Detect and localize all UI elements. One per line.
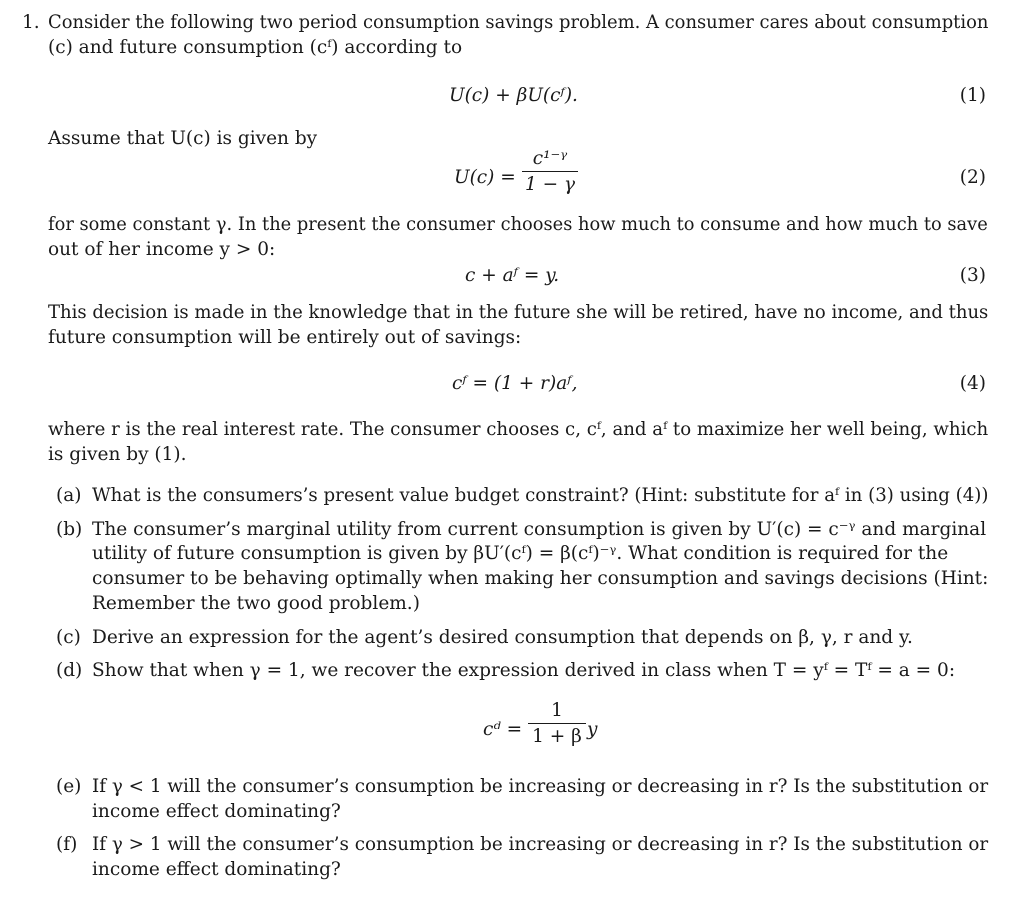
equation-d-numerator: 1 — [528, 700, 586, 724]
equation-d-rhs: y — [587, 719, 598, 740]
para4-line-1: where r is the real interest rate. The consumer chooses c, cᶠ, and aᶠ to maximize her well being, which — [48, 419, 989, 440]
equation-2-numerator: c¹⁻ᵞ — [522, 148, 578, 172]
equation-d-fraction — [528, 700, 586, 747]
para4-line-2: is given by (1). — [48, 444, 187, 465]
equation-2-fraction — [522, 148, 578, 195]
equation-d-denominator: 1 + β — [532, 726, 582, 747]
equation-4-number: (4) — [959, 373, 986, 394]
equation-2-lhs: U(c) = — [454, 167, 516, 188]
part-e-line-2: income effect dominating? — [92, 801, 341, 822]
part-d-label: (d) — [56, 660, 83, 681]
part-f-line-2: income effect dominating? — [92, 859, 341, 880]
part-f-label: (f) — [56, 834, 78, 855]
part-b-line-1: The consumer’s marginal utility from current consumption is given by U′(c) = c⁻ᵞ and marginal — [92, 519, 987, 540]
equation-3: c + aᶠ = y. — [465, 265, 560, 286]
assume-text: Assume that U(c) is given by — [48, 128, 318, 149]
part-c-label: (c) — [56, 627, 81, 648]
part-b-line-3: consumer to be behaving optimally when making her consumption and savings decisions (Hint: — [92, 568, 989, 589]
intro-line-1: Consider the following two period consumption savings problem. A consumer cares about consumption — [48, 12, 989, 33]
equation-1: U(c) + βU(cᶠ). — [449, 85, 578, 106]
part-e-line-1: If γ < 1 will the consumer’s consumption be increasing or decreasing in r? Is the substitution or — [92, 776, 989, 797]
para3-line-2: future consumption will be entirely out of savings: — [48, 327, 522, 348]
part-a-line-1: What is the consumers’s present value budget constraint? (Hint: substitute for aᶠ in (3) using (4)) — [92, 485, 989, 506]
part-b-line-2: utility of future consumption is given by βU′(cᶠ) = β(cᶠ)⁻ᵞ. What condition is required for the — [92, 543, 949, 564]
part-a-label: (a) — [56, 485, 82, 506]
equation-2-number: (2) — [959, 167, 986, 188]
equation-2-denominator: 1 − γ — [524, 174, 576, 195]
problem-number: 1. — [22, 12, 40, 33]
para2-line-1: for some constant γ. In the present the consumer chooses how much to consume and how much to save — [48, 214, 988, 235]
part-b-line-4: Remember the two good problem.) — [92, 593, 420, 614]
part-c-line-1: Derive an expression for the agent’s desired consumption that depends on β, γ, r and y. — [92, 627, 913, 648]
part-f-line-1: If γ > 1 will the consumer’s consumption be increasing or decreasing in r? Is the substitution or — [92, 834, 989, 855]
intro-line-2: (c) and future consumption (cᶠ) according to — [48, 37, 463, 58]
equation-d-lhs: cᵈ = — [483, 719, 523, 740]
equation-1-number: (1) — [959, 85, 986, 106]
equation-3-number: (3) — [959, 265, 986, 286]
part-b-label: (b) — [56, 519, 83, 540]
para3-line-1: This decision is made in the knowledge that in the future she will be retired, have no income, and thus — [48, 302, 989, 323]
part-d-line-1: Show that when γ = 1, we recover the expression derived in class when T = yᶠ = Tᶠ = a = 0: — [92, 660, 956, 681]
equation-4: cᶠ = (1 + r)aᶠ, — [452, 373, 578, 394]
part-e-label: (e) — [56, 776, 82, 797]
para2-line-2: out of her income y > 0: — [48, 239, 276, 260]
